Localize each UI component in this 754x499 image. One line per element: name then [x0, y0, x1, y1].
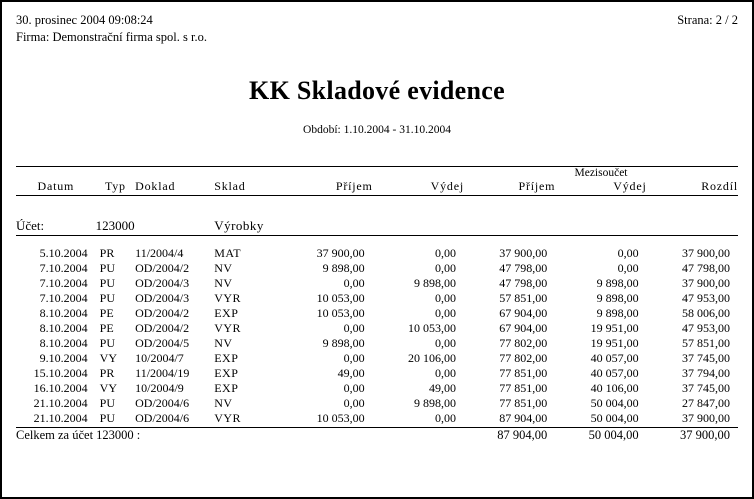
table-row [16, 261, 738, 276]
total-mezisoucet-vydej: 50 004,00 [588, 427, 639, 442]
table-row [16, 291, 738, 306]
cell-rozdil: 47 798,00 [682, 260, 730, 275]
cell-m-vydej: 0,00 [617, 260, 639, 275]
cell-typ: VY [99, 350, 117, 365]
cell-sklad: VYR [214, 410, 242, 425]
table-row [16, 306, 738, 321]
total-mezisoucet-prijem: 87 904,00 [497, 427, 548, 442]
table-row [16, 396, 738, 411]
report-body [2, 2, 752, 497]
cell-datum: 9.10.2004 [39, 350, 88, 365]
table-group-header-row [16, 167, 738, 179]
cell-doklad: OD/2004/3 [135, 275, 190, 290]
cell-prijem: 49,00 [337, 365, 365, 380]
cell-vydej: 9 898,00 [413, 275, 456, 290]
cell-m-prijem: 77 802,00 [499, 335, 548, 350]
report-header [16, 12, 738, 46]
cell-sklad: NV [214, 275, 233, 290]
cell-doklad: 11/2004/19 [135, 365, 190, 380]
table-row [16, 321, 738, 336]
cell-m-prijem: 77 851,00 [499, 365, 548, 380]
cell-rozdil: 47 953,00 [682, 320, 730, 335]
group-header-blank-6 [373, 167, 464, 179]
cell-vydej: 9 898,00 [413, 395, 456, 410]
cell-doklad: OD/2004/5 [135, 335, 190, 350]
cell-m-prijem: 47 798,00 [499, 275, 548, 290]
cell-vydej: 0,00 [434, 245, 456, 260]
cell-typ: PU [99, 260, 115, 275]
cell-m-prijem: 67 904,00 [499, 305, 548, 320]
cell-vydej: 10 053,00 [407, 320, 456, 335]
header-left [16, 12, 207, 46]
column-header-vydej: Výdej [430, 178, 464, 193]
cell-doklad: 10/2004/7 [135, 350, 184, 365]
account-number: 123000 [95, 217, 135, 233]
page-title: KK Skladové evidence [249, 75, 505, 105]
cell-typ: PE [99, 320, 114, 335]
cell-rozdil: 37 745,00 [682, 350, 730, 365]
cell-typ: PU [99, 275, 115, 290]
cell-m-prijem: 87 904,00 [499, 410, 548, 425]
column-header-prijem: Příjem [335, 178, 373, 193]
header-right [677, 12, 738, 29]
cell-m-prijem: 67 904,00 [499, 320, 548, 335]
table-row [16, 411, 738, 426]
column-header-mezisoucet-prijem: Příjem [518, 178, 556, 193]
group-header-blank-5 [281, 167, 372, 179]
cell-rozdil: 47 953,00 [682, 290, 730, 305]
cell-rozdil: 37 900,00 [682, 275, 730, 290]
cell-datum: 7.10.2004 [39, 290, 88, 305]
cell-typ: PU [99, 395, 115, 410]
cell-m-vydej: 9 898,00 [596, 290, 639, 305]
cell-sklad: EXP [214, 380, 239, 395]
header-datetime: 30. prosinec 2004 09:08:24 [16, 13, 153, 27]
cell-vydej: 0,00 [434, 260, 456, 275]
cell-typ: PU [99, 290, 115, 305]
cell-vydej: 0,00 [434, 335, 456, 350]
cell-datum: 8.10.2004 [39, 335, 88, 350]
cell-prijem: 0,00 [343, 350, 365, 365]
cell-typ: PR [99, 245, 115, 260]
report-period: Období: 1.10.2004 - 31.10.2004 [303, 123, 451, 136]
account-row [16, 218, 738, 234]
table-spacer [16, 195, 738, 218]
cell-sklad: NV [214, 260, 233, 275]
cell-typ: PE [99, 305, 114, 320]
cell-m-vydej: 19 951,00 [590, 320, 639, 335]
ledger-table [16, 167, 738, 443]
cell-typ: VY [99, 380, 117, 395]
cell-typ: PR [99, 365, 115, 380]
cell-datum: 15.10.2004 [33, 365, 88, 380]
cell-datum: 21.10.2004 [33, 410, 88, 425]
cell-sklad: NV [214, 395, 233, 410]
account-description: Výrobky [214, 217, 264, 233]
cell-vydej: 0,00 [434, 365, 456, 380]
total-rozdil: 37 900,00 [680, 427, 730, 442]
cell-prijem: 10 053,00 [316, 305, 365, 320]
cell-vydej: 0,00 [434, 410, 456, 425]
cell-datum: 8.10.2004 [39, 320, 88, 335]
cell-m-vydej: 40 057,00 [590, 350, 639, 365]
cell-doklad: OD/2004/6 [135, 395, 190, 410]
table-row [16, 246, 738, 261]
table-rows-body [16, 246, 738, 426]
cell-datum: 5.10.2004 [39, 245, 88, 260]
cell-m-vydej: 50 004,00 [590, 395, 639, 410]
cell-datum: 21.10.2004 [33, 395, 88, 410]
cell-m-vydej: 50 004,00 [590, 410, 639, 425]
cell-vydej: 0,00 [434, 305, 456, 320]
cell-m-prijem: 57 851,00 [499, 290, 548, 305]
cell-doklad: OD/2004/2 [135, 260, 190, 275]
column-header-typ: Typ [104, 178, 126, 193]
cell-datum: 7.10.2004 [39, 275, 88, 290]
cell-m-prijem: 77 851,00 [499, 380, 548, 395]
cell-datum: 16.10.2004 [33, 380, 88, 395]
cell-sklad: VYR [214, 320, 242, 335]
group-header-blank-2 [96, 167, 135, 179]
group-header-blank-1 [16, 167, 96, 179]
cell-datum: 8.10.2004 [39, 305, 88, 320]
cell-sklad: NV [214, 335, 233, 350]
cell-typ: PU [99, 335, 115, 350]
cell-m-vydej: 9 898,00 [596, 305, 639, 320]
cell-prijem: 10 053,00 [316, 410, 365, 425]
group-header-blank-4 [214, 167, 281, 179]
table-row [16, 336, 738, 351]
cell-sklad: EXP [214, 350, 239, 365]
header-company: Firma: Demonstrační firma spol. s r.o. [16, 29, 207, 44]
cell-sklad: MAT [214, 245, 242, 260]
cell-rozdil: 37 745,00 [682, 380, 730, 395]
cell-doklad: OD/2004/2 [135, 320, 190, 335]
table-row [16, 351, 738, 366]
cell-prijem: 9 898,00 [322, 335, 365, 350]
cell-m-vydej: 0,00 [617, 245, 639, 260]
group-header-mezisoucet: Mezisoučet [574, 166, 628, 179]
cell-prijem: 10 053,00 [316, 290, 365, 305]
cell-doklad: OD/2004/6 [135, 410, 190, 425]
cell-vydej: 0,00 [434, 290, 456, 305]
cell-m-prijem: 37 900,00 [499, 245, 548, 260]
cell-sklad: EXP [214, 305, 239, 320]
table-header-row [16, 179, 738, 194]
cell-datum: 7.10.2004 [39, 260, 88, 275]
cell-doklad: 10/2004/9 [135, 380, 184, 395]
account-label: Účet: [16, 217, 45, 233]
cell-prijem: 0,00 [343, 380, 365, 395]
cell-m-vydej: 9 898,00 [596, 275, 639, 290]
cell-doklad: OD/2004/2 [135, 305, 190, 320]
cell-rozdil: 27 847,00 [682, 395, 730, 410]
column-header-sklad: Sklad [214, 178, 246, 193]
cell-rozdil: 37 900,00 [682, 410, 730, 425]
cell-rozdil: 57 851,00 [682, 335, 730, 350]
cell-m-prijem: 47 798,00 [499, 260, 548, 275]
cell-m-vydej: 40 106,00 [590, 380, 639, 395]
total-row [16, 427, 738, 443]
column-header-datum: Datum [37, 178, 75, 193]
cell-m-vydej: 19 951,00 [590, 335, 639, 350]
cell-m-prijem: 77 851,00 [499, 395, 548, 410]
column-header-rozdil: Rozdíl [701, 178, 738, 193]
cell-vydej: 49,00 [428, 380, 456, 395]
column-header-doklad: Doklad [135, 178, 176, 193]
total-label: Celkem za účet 123000 : [16, 427, 141, 442]
cell-vydej: 20 106,00 [407, 350, 456, 365]
cell-prijem: 9 898,00 [322, 260, 365, 275]
cell-rozdil: 37 794,00 [682, 365, 730, 380]
cell-rozdil: 58 006,00 [682, 305, 730, 320]
cell-rozdil: 37 900,00 [682, 245, 730, 260]
header-page-number: Strana: 2 / 2 [677, 13, 738, 27]
cell-typ: PU [99, 410, 115, 425]
cell-prijem: 0,00 [343, 395, 365, 410]
table-row [16, 381, 738, 396]
cell-sklad: VYR [214, 290, 242, 305]
table-row [16, 276, 738, 291]
column-header-mezisoucet-vydej: Výdej [613, 178, 647, 193]
cell-prijem: 37 900,00 [316, 245, 365, 260]
cell-doklad: OD/2004/3 [135, 290, 190, 305]
cell-prijem: 0,00 [343, 275, 365, 290]
cell-prijem: 0,00 [343, 320, 365, 335]
cell-m-prijem: 77 802,00 [499, 350, 548, 365]
account-gap [16, 235, 738, 246]
table-row [16, 366, 738, 381]
cell-m-vydej: 40 057,00 [590, 365, 639, 380]
cell-doklad: 11/2004/4 [135, 245, 184, 260]
group-header-blank-3 [135, 167, 214, 179]
cell-sklad: EXP [214, 365, 239, 380]
